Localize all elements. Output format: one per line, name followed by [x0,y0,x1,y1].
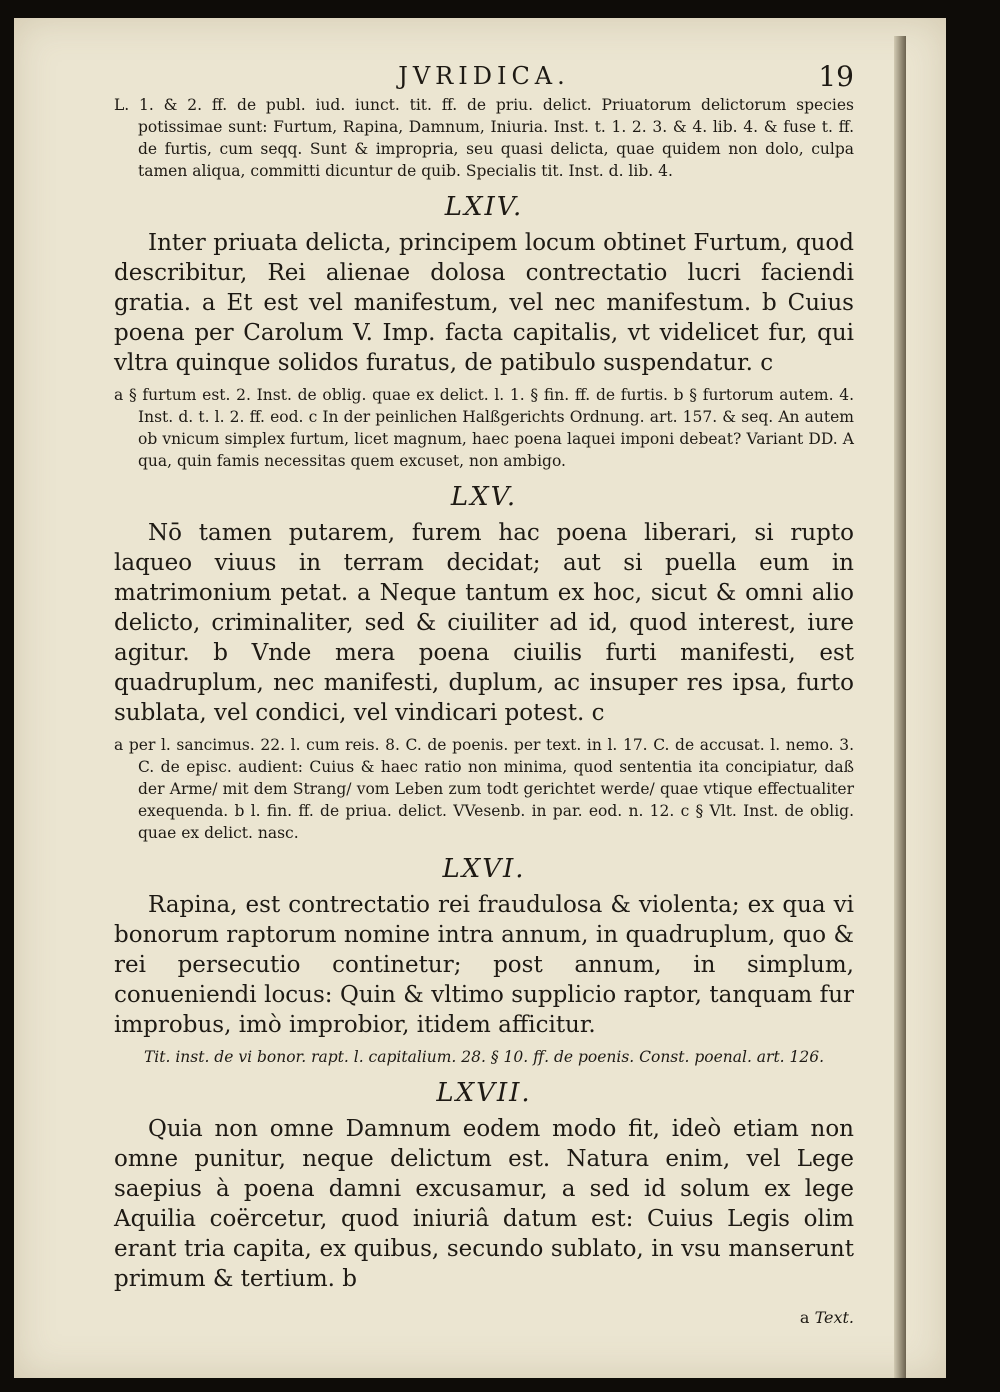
section-heading: LXVI. [442,854,526,884]
catchword [114,1308,854,1327]
section-body: Nō tamen putarem, furem hac poena liberari, si rupto laqueo viuus in terram decidat; aut si puella eum in matrimonium petat. a Neque tantum ex hoc, sicut & omni alio delicto, criminaliter, sed & ciuiliter ad id, quod interest, iure agitur. b Vnde mera poena ciuilis furti manifesti, est quadruplum, nec manifesti, duplum, ac insuper res ipsa, furto sublata, vel condici, vel vindicari potest. c [114,520,854,726]
section-lxiv [114,192,854,472]
page-number: 19 [818,60,854,93]
running-header [114,56,854,94]
page-content [114,56,854,1327]
section-body: Rapina, est contrectatio rei fraudulosa & violenta; ex qua vi bonorum raptorum nomine intra annum, in quadruplum, quo & rei persecutio continetur; post annum, in simplum, conueniendi locus: Quin & vltimo supplicio raptor, tanquam fur improbus, imò improbior, itidem afficitur. [114,892,854,1038]
section-citation: Tit. inst. de vi bonor. rapt. l. capitalium. 28. § 10. ff. de poenis. Const. poenal. art. 126. [143,1048,825,1066]
section-heading: LXVII. [436,1078,532,1108]
catchword-letter: a [799,1308,810,1327]
running-title: JVRIDICA. [398,62,570,90]
book-page [14,18,946,1378]
section-heading: LXIV. [444,192,524,222]
top-footnote: L. 1. & 2. ff. de publ. iud. iunct. tit. ff. de priu. delict. Priuatorum delictorum species potissimae sunt: Furtum, Rapina, Damnum, Iniuria. Inst. t. 1. 2. 3. & 4. lib. 4. & fuse t. ff. de furtis, cum seqq. Sunt & impropria, seu quasi delicta, quae quidem non dolo, culpa tamen aliqua, committi dicuntur de quib. Specialis tit. Inst. d. lib. 4. [114,96,854,180]
section-body: Inter priuata delicta, principem locum obtinet Furtum, quod describitur, Rei alienae dolosa contrectatio lucri faciendi gratia. a Et est vel manifestum, vel nec manifestum. b Cuius poena per Carolum V. Imp. facta capitalis, vt videlicet fur, qui vltra quinque solidos furatus, de patibulo suspendatur. c [114,230,854,376]
section-heading: LXV. [450,482,518,512]
section-lxv [114,482,854,844]
section-notes: a per l. sancimus. 22. l. cum reis. 8. C. de poenis. per text. in l. 17. C. de accusat. l. nemo. 3. C. de episc. audient: Cuius & haec ratio non minima, quod sententia ita concipiatur, daß der Arme/ mit dem Strang/ vom Leben zum todt gerichtet werde/ quae vtique effectualiter exequenda. b l. fin. ff. de priua. delict. VVesenb. in par. eod. n. 12. c § Vlt. Inst. de oblig. quae ex delict. nasc. [114,736,854,842]
section-lxvii [114,1078,854,1294]
page-edge [894,36,906,1378]
section-lxvi [114,854,854,1068]
section-body: Quia non omne Damnum eodem modo fit, ideò etiam non omne punitur, neque delictum est. Natura enim, vel Lege saepius à poena damni excusamur, a sed id solum ex lege Aquilia coërcetur, quod iniuriâ datum est: Cuius Legis olim erant tria capita, ex quibus, secundo sublato, in vsu manserunt primum & tertium. b [114,1116,854,1292]
section-notes: a § furtum est. 2. Inst. de oblig. quae ex delict. l. 1. § fin. ff. de furtis. b § furtorum autem. 4. Inst. d. t. l. 2. ff. eod. c In der peinlichen Halßgerichts Ordnung. art. 157. & seq. An autem ob vnicum simplex furtum, licet magnum, haec poena laquei imponi debeat? Variant DD. A qua, quin famis necessitas quem excuset, non ambigo. [114,386,854,470]
catchword-word: Text. [814,1308,854,1327]
